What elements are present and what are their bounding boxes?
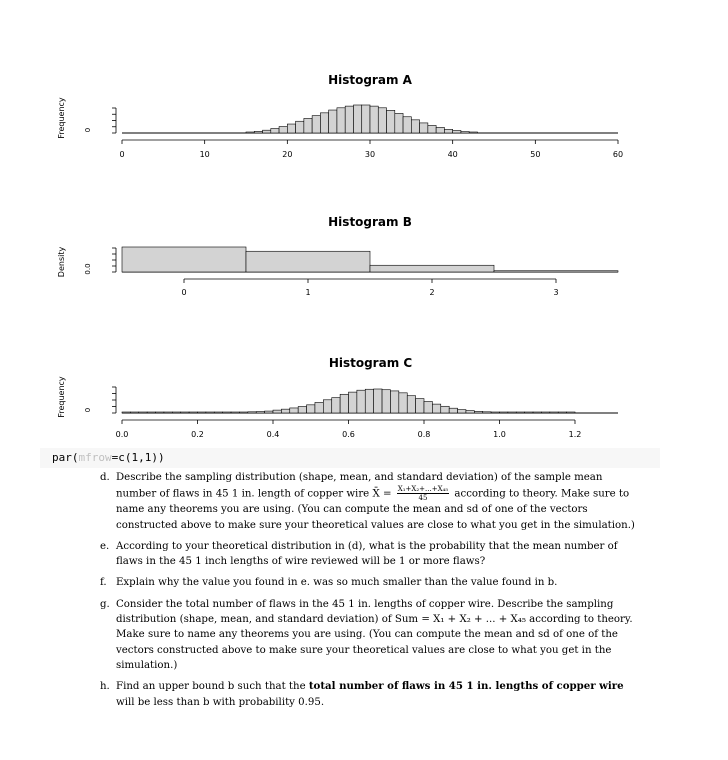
histogram-A-bar xyxy=(345,106,353,133)
histogram-A-ylabel: Frequency xyxy=(57,97,66,139)
histogram-C-xtick-label: 1.2 xyxy=(568,430,582,439)
histogram-C-bar xyxy=(130,412,138,413)
histogram-A-bar xyxy=(461,132,469,133)
histogram-A-bar xyxy=(320,113,328,133)
histogram-A-bar xyxy=(378,108,386,133)
histogram-A-ytick-label: 0 xyxy=(84,127,92,133)
histogram-C-bar xyxy=(365,389,373,413)
histogram-C-bar xyxy=(265,411,273,413)
histogram-C-bar xyxy=(298,407,306,413)
histogram-B-bar xyxy=(122,247,246,272)
histogram-B-xtick-label: 0 xyxy=(181,288,187,297)
histogram-A-xtick-label: 40 xyxy=(447,150,458,159)
histogram-A-bar xyxy=(469,132,477,133)
histogram-B-title: Histogram B xyxy=(328,215,412,229)
questions-list xyxy=(100,470,640,716)
histogram-C-bar xyxy=(374,389,382,413)
histogram-C-bar xyxy=(189,412,197,413)
histogram-C-bar xyxy=(214,412,222,413)
question-f-text: Explain why the value you found in e. was so much smaller than the value found in b. xyxy=(116,577,558,589)
histogram-C-ylabel: Frequency xyxy=(57,376,66,418)
code-suffix: =c(1,1)) xyxy=(111,451,165,464)
question-h-label: h. xyxy=(100,681,110,693)
histogram-A-bar xyxy=(296,121,304,133)
histogram-B-bar xyxy=(494,271,618,272)
question-f-label: f. xyxy=(100,577,107,589)
question-d-text2: according to theory. Make sure to name any theorems you are using. (You can compute the mean and sd of one of the vectors constructed above to make sure your theoretical values are close to what you get in the simulation.) xyxy=(116,488,635,531)
histogram-C-bar xyxy=(567,412,575,413)
question-e xyxy=(100,539,640,570)
histogram-C-bar xyxy=(223,412,231,413)
question-g-text: Consider the total number of flaws in the 45 1 in. lengths of copper wire. Describe the sampling distribution (shape, mean, and standard deviation) of Sum = X₁ + X₂ + ... + X₄₅ according to theory. Make sure to name any theorems you are using. (You can compute the mean and sd of one of the vectors constructed above to make sure your theoretical values are close to what you get in the simulation.) xyxy=(116,598,633,671)
question-d-label: d. xyxy=(100,472,110,483)
histogram-A-bar xyxy=(246,132,254,133)
histogram-A-bar xyxy=(420,123,428,133)
histogram-C-bar xyxy=(399,393,407,413)
histogram-C-bar xyxy=(390,391,398,413)
histogram-C-bar xyxy=(156,412,164,413)
code-arg: mfrow xyxy=(78,451,112,464)
histogram-C-bar xyxy=(382,390,390,413)
histogram-C-bar xyxy=(231,412,239,413)
histogram-A-bar xyxy=(395,113,403,133)
histogram-A-bar xyxy=(411,120,419,133)
histogram-A-bar xyxy=(312,116,320,133)
histogram-A-xtick-label: 60 xyxy=(612,150,624,159)
histogram-C-ytick-label: 0 xyxy=(84,407,92,413)
question-e-label: e. xyxy=(100,540,110,552)
histogram-C-bar xyxy=(332,398,340,413)
histogram-C-bar xyxy=(164,412,172,413)
histogram-C-bar xyxy=(256,412,264,413)
question-h-bold: total number of flaws in 45 1 in. lengths of copper wire xyxy=(308,680,624,693)
fraction-denominator: 45 xyxy=(418,494,428,503)
histogram-C-bar xyxy=(508,412,516,413)
histogram-B-xtick-label: 3 xyxy=(553,288,559,297)
histogram-A-bar xyxy=(453,130,461,133)
histogram-C-bar xyxy=(500,412,508,413)
histogram-A-bar xyxy=(436,127,444,133)
question-d-text1: Describe the sampling distribution (shape, mean, and standard deviation) of the sample mean number of flaws in 45 1 in. length of copper wire X̄ = xyxy=(116,472,603,500)
histogram-C-bar xyxy=(416,399,424,413)
histogram-A-bar xyxy=(304,118,312,133)
histogram-C-bar xyxy=(407,396,415,413)
histogram-A-bar xyxy=(287,124,295,133)
question-f xyxy=(100,575,640,590)
xbar-fraction xyxy=(397,485,449,502)
histogram-C-bar xyxy=(340,394,348,413)
histogram-C-bar xyxy=(290,408,298,413)
histogram-A-bar xyxy=(403,117,411,133)
histogram-A-bar xyxy=(353,105,361,133)
histogram-A-xtick-label: 50 xyxy=(530,150,541,159)
histogram-C-bar xyxy=(466,411,474,413)
r-code-line xyxy=(40,448,660,468)
question-d xyxy=(100,470,640,533)
histogram-C-bar xyxy=(307,405,315,413)
histogram-C-bar xyxy=(239,412,247,413)
histogram-A-bar xyxy=(279,127,287,133)
histogram-C-bar xyxy=(147,412,155,413)
question-g xyxy=(100,597,640,673)
histogram-A-xtick-label: 10 xyxy=(199,150,210,159)
histogram-A-xtick-label: 30 xyxy=(364,150,376,159)
histogram-C-bar xyxy=(248,412,256,413)
histogram-B-ylabel: Density xyxy=(57,246,66,278)
histogram-B-bar xyxy=(246,251,370,272)
histogram-C-bar xyxy=(198,412,206,413)
question-g-label: g. xyxy=(100,598,110,610)
histogram-A-bar xyxy=(444,129,452,133)
histogram-C-bar xyxy=(432,404,440,413)
histogram-C-bar xyxy=(349,392,357,413)
histogram-C-bar xyxy=(474,411,482,413)
histogram-C-bar xyxy=(139,412,147,413)
histogram-A-bar xyxy=(362,105,370,133)
histogram-B-bar xyxy=(370,265,494,272)
histogram-A-bar xyxy=(263,130,271,133)
histogram-C-bar xyxy=(357,390,365,413)
histogram-C-bar xyxy=(525,412,533,413)
question-h-text2: will be less than b with probability 0.95. xyxy=(116,696,325,708)
histogram-C-bar xyxy=(533,412,541,413)
histogram-C-xtick-label: 0.2 xyxy=(191,430,204,439)
histogram-C-xtick-label: 0.4 xyxy=(266,430,280,439)
histogram-C-bar xyxy=(516,412,524,413)
histogram-C-xtick-label: 0.0 xyxy=(115,430,129,439)
histogram-A-xtick-label: 20 xyxy=(282,150,293,159)
histogram-C-bar xyxy=(281,409,289,413)
histogram-C-xtick-label: 1.0 xyxy=(493,430,506,439)
question-h-text1: Find an upper bound b such that the xyxy=(116,681,309,693)
histogram-C-bar xyxy=(449,408,457,413)
code-prefix: par( xyxy=(52,451,79,464)
histogram-A-title: Histogram A xyxy=(328,73,412,87)
histogram-C-bar xyxy=(541,412,549,413)
histogram-B-xtick-label: 1 xyxy=(305,288,311,297)
histogram-A-bar xyxy=(428,125,436,133)
histogram-A-bar xyxy=(387,110,395,133)
histogram-C-bar xyxy=(550,412,558,413)
histogram-C-bar xyxy=(458,410,466,413)
histogram-A-bar xyxy=(271,129,279,133)
histogram-C-bar xyxy=(273,410,281,413)
histogram-C-bar xyxy=(558,412,566,413)
histogram-A-bar xyxy=(254,131,262,133)
histogram-B-xtick-label: 2 xyxy=(429,288,435,297)
histogram-C-bar xyxy=(315,402,323,413)
histogram-C-title: Histogram C xyxy=(328,356,413,370)
histogram-B-ytick-label: 0.0 xyxy=(84,263,92,275)
histogram-A-bar xyxy=(337,108,345,133)
question-e-text: According to your theoretical distribution in (d), what is the probability that the mean number of flaws in the 45 1 inch lengths of wire reviewed will be 1 or more flaws? xyxy=(116,540,618,568)
histogram-C-bar xyxy=(491,412,499,413)
histogram-C-bar xyxy=(424,401,432,413)
histogram-C-xtick-label: 0.6 xyxy=(342,430,355,439)
histogram-C-bar xyxy=(323,400,331,413)
histogram-C-bar xyxy=(122,412,130,413)
fraction-numerator: X₁+X₂+...+X₄₅ xyxy=(397,485,449,494)
histogram-C-bar xyxy=(441,406,449,413)
histogram-A-xtick-label: 0 xyxy=(119,150,125,159)
histogram-C-xtick-label: 0.8 xyxy=(417,430,431,439)
histogram-C-bar xyxy=(172,412,180,413)
histogram-C-bar xyxy=(206,412,214,413)
question-h xyxy=(100,679,640,710)
histogram-C-bar xyxy=(483,412,491,413)
histogram-C-bar xyxy=(181,412,189,413)
histogram-A-bar xyxy=(370,106,378,133)
histogram-A-bar xyxy=(329,110,337,133)
